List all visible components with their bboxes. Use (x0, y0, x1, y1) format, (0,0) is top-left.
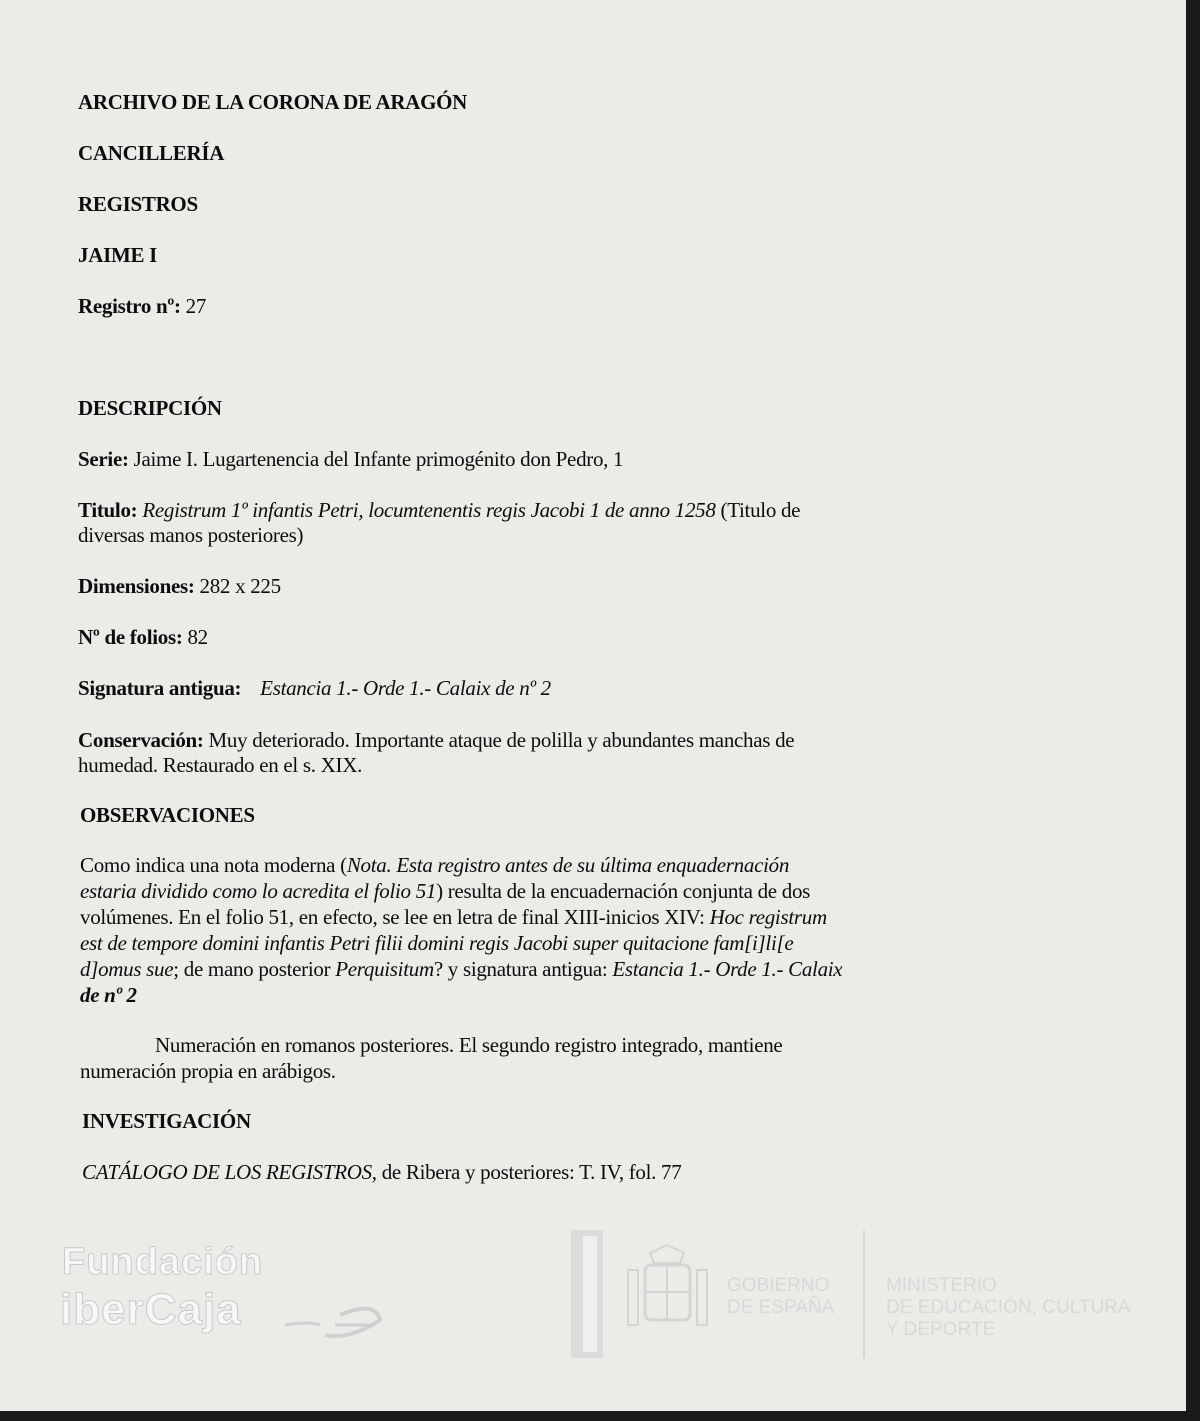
obs-text: ; de mano posterior (173, 957, 331, 981)
gobierno-line-2: DE ESPAÑA (727, 1297, 835, 1318)
dimensiones-label: Dimensiones: (78, 574, 195, 598)
fundacion-ibercaja-watermark: Fundación (62, 1241, 264, 1283)
titulo-italic: Registrum 1º infantis Petri, locumtenentis regis Jacobi 1 de anno 1258 (142, 498, 716, 522)
obs-signatura-italic: Estancia 1.- Orde 1.- Calaix (612, 957, 843, 981)
dimensiones-line (78, 574, 281, 599)
catalogo-line (82, 1160, 681, 1185)
obs-note-italic: Nota. Esta registro antes de su última enquadernación (346, 853, 790, 877)
serie-value: Jaime I. Lugartenencia del Infante primogénito don Pedro, 1 (133, 447, 624, 471)
signatura-value: Estancia 1.- Orde 1.- Calaix de nº 2 (260, 676, 551, 700)
scan-edge-bottom (0, 1411, 1200, 1421)
dimensiones-value: 282 x 225 (199, 574, 281, 598)
ministerio-line-2: DE EDUCACIÓN, CULTURA (886, 1297, 1131, 1318)
registro-value: 27 (185, 294, 207, 318)
titulo-label: Titulo: (78, 498, 138, 522)
registro-number (78, 294, 206, 319)
serie-line (78, 447, 623, 472)
spain-flag-bar-inner (583, 1236, 597, 1352)
investigacion-heading: INVESTIGACIÓN (82, 1109, 251, 1133)
titulo-rest-1: (Titulo de (720, 498, 801, 522)
obs-line-3 (80, 905, 827, 930)
folios-label: Nº de folios: (78, 625, 183, 649)
obs-line-4: est de tempore domini infantis Petri filii domini regis Jacobi super quitacione fam[i]li[e (80, 931, 794, 955)
titulo-line-2: diversas manos posteriores) (78, 523, 304, 547)
folios-line (78, 625, 208, 650)
ibercaja-swoosh-icon (280, 1295, 390, 1345)
catalogo-ref: de Ribera y posteriores: T. IV, fol. 77 (381, 1160, 682, 1184)
obs-text: ) resulta de la encuadernación conjunta de dos (436, 879, 811, 903)
conservacion-line-1 (78, 728, 794, 753)
obs-text: volúmenes. En el folio 51, en efecto, se lee en letra de final XIII-inicios XIV: (80, 905, 705, 929)
obs-note-italic: estaria dividido como lo acredita el folio 51 (80, 879, 437, 903)
obs-latin-italic: Hoc registrum (709, 905, 827, 929)
obs-text: Como indica una nota moderna ( (80, 853, 347, 877)
obs-line-5 (80, 957, 842, 982)
ministerio-line-1: MINISTERIO (886, 1275, 997, 1296)
reign-title: JAIME I (78, 243, 157, 267)
obs-line-1 (80, 853, 789, 878)
coat-of-arms-icon (620, 1245, 715, 1345)
logo-divider (863, 1230, 865, 1358)
signatura-line (78, 676, 551, 701)
series-group-title: REGISTROS (78, 192, 198, 216)
obs-latin-italic: d]omus sue (80, 957, 174, 981)
section-title: CANCILLERÍA (78, 141, 225, 165)
ministerio-line-3: Y DEPORTE (886, 1319, 996, 1340)
catalogo-title: CATÁLOGO DE LOS REGISTROS, (82, 1160, 377, 1184)
signatura-label: Signatura antigua: (78, 676, 242, 700)
obs-perquisitum: Perquisitum (335, 957, 434, 981)
conservacion-label: Conservación: (78, 728, 204, 752)
gobierno-line-1: GOBIERNO (727, 1275, 830, 1296)
obs-line-6: de nº 2 (80, 983, 137, 1007)
registro-label: Registro nº: (78, 294, 181, 318)
archive-title: ARCHIVO DE LA CORONA DE ARAGÓN (78, 90, 468, 114)
obs-line-2 (80, 879, 810, 904)
obs-p2-line-2: numeración propia en arábigos. (80, 1059, 336, 1083)
descripcion-heading: DESCRIPCIÓN (78, 396, 222, 420)
titulo-line-1 (78, 498, 800, 523)
serie-label: Serie: (78, 447, 129, 471)
conservacion-line-2: humedad. Restaurado en el s. XIX. (78, 753, 363, 777)
obs-text: ? y signatura antigua: (433, 957, 608, 981)
folios-value: 82 (187, 625, 208, 649)
obs-p2-line-1: Numeración en romanos posteriores. El segundo registro integrado, mantiene (155, 1033, 783, 1057)
ibercaja-watermark: iberCaja (60, 1285, 242, 1334)
scan-edge-right (1186, 0, 1200, 1421)
conservacion-text-1: Muy deteriorado. Importante ataque de polilla y abundantes manchas de (208, 728, 795, 752)
observaciones-heading: OBSERVACIONES (80, 803, 255, 827)
